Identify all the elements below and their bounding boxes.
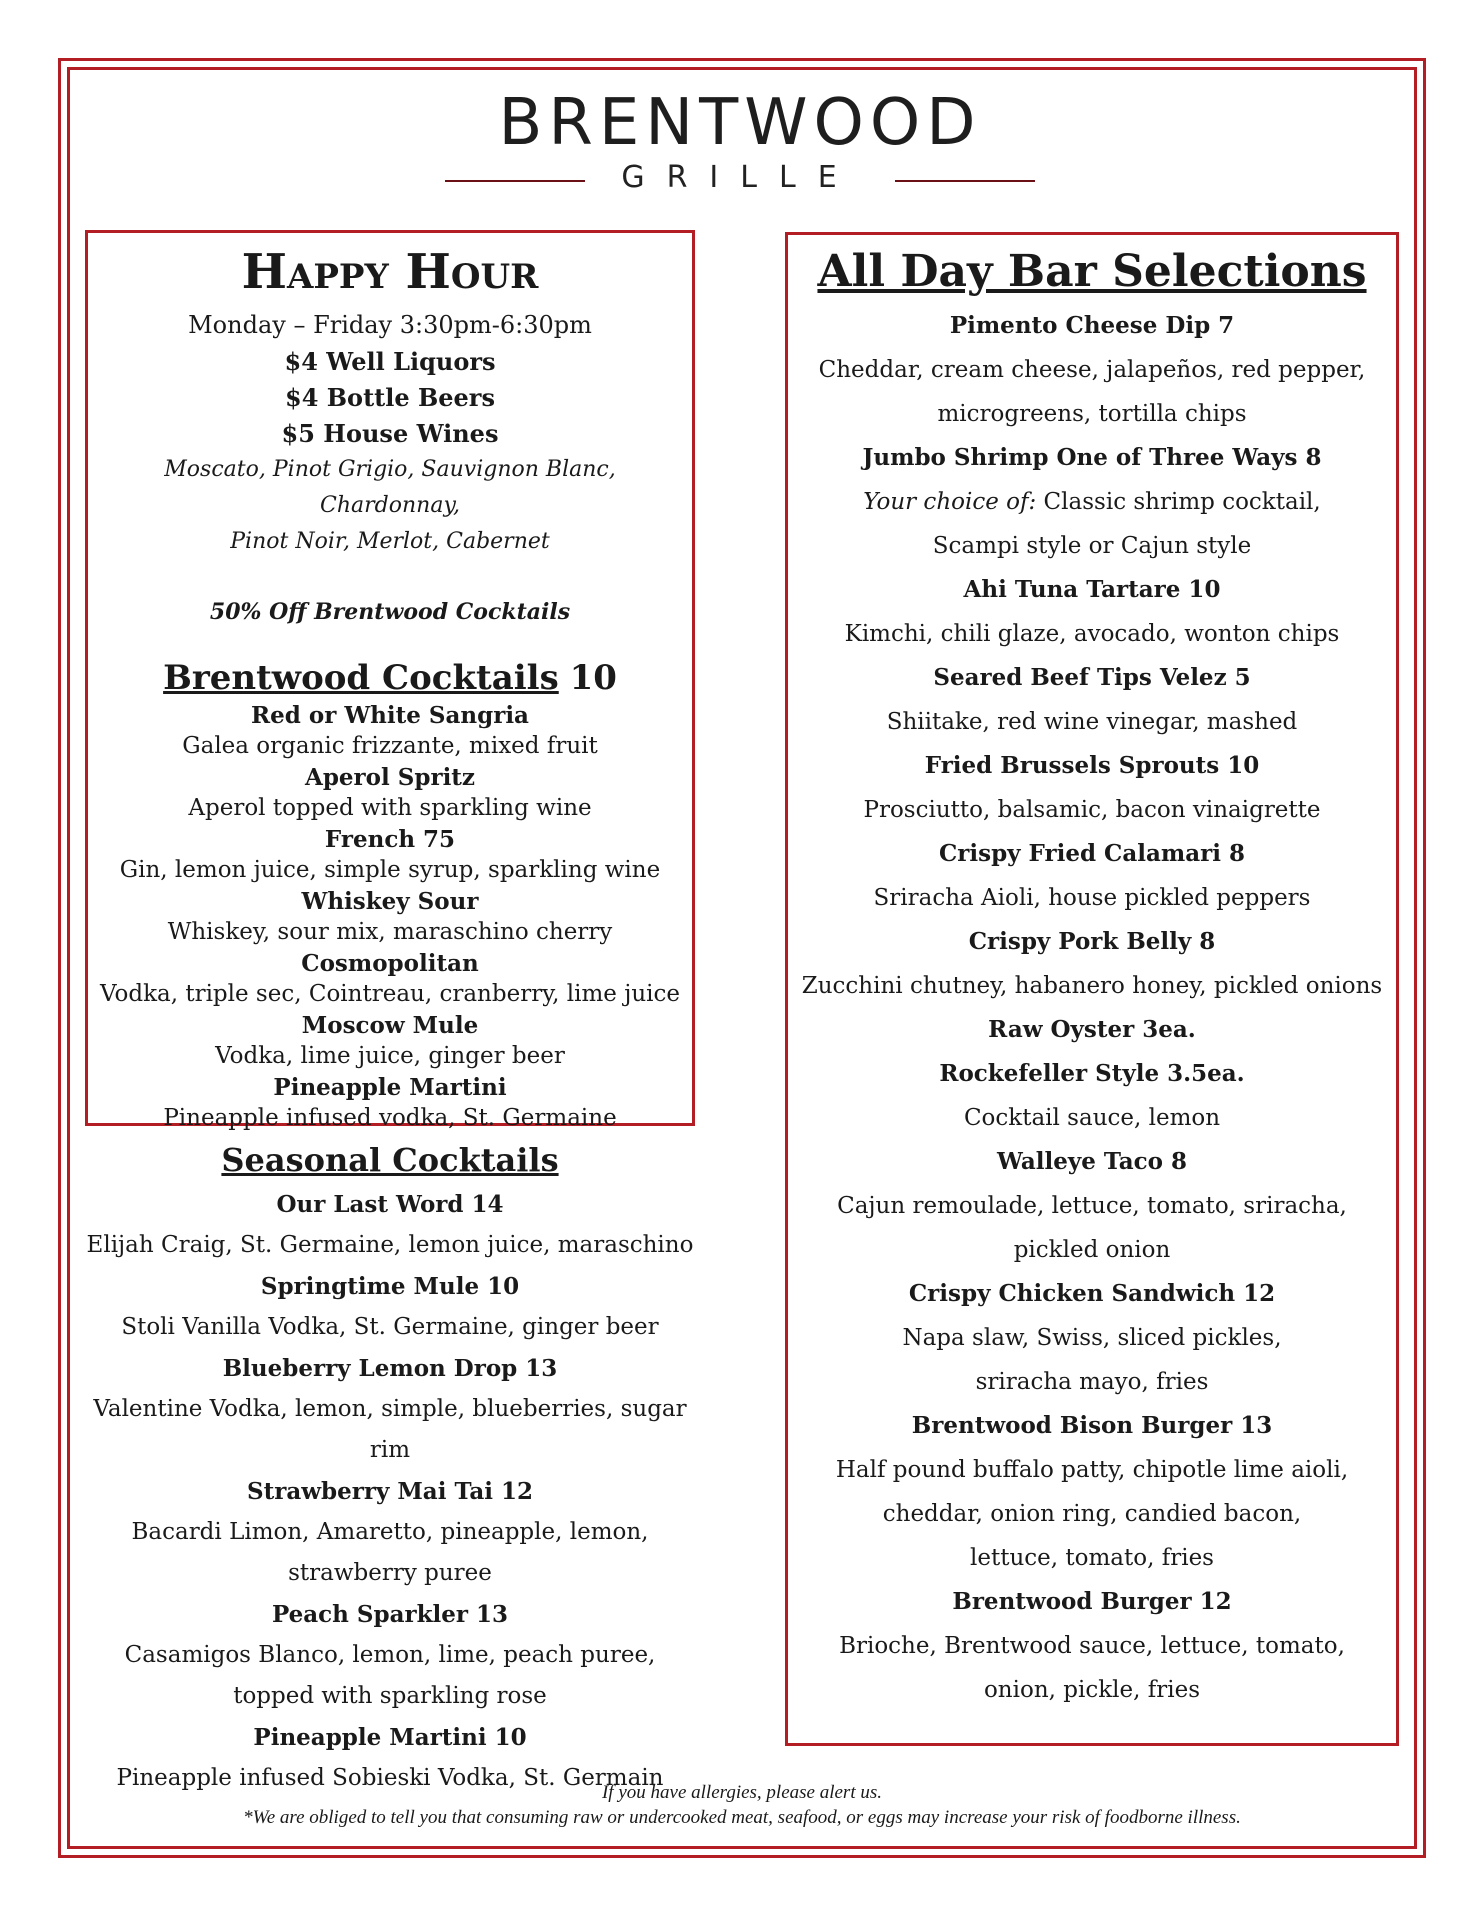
seasonal-item-name: Springtime Mule 10 bbox=[260, 1273, 520, 1300]
cocktail-desc: Vodka, triple sec, Cointreau, cranberry, lime juice bbox=[100, 981, 680, 1007]
choice-label: Your choice of: bbox=[863, 489, 1037, 515]
bar-item-desc: Kimchi, chili glaze, avocado, wonton chips bbox=[844, 621, 1340, 647]
seasonal-item-desc: Valentine Vodka, lemon, simple, blueberries, sugar rim bbox=[93, 1396, 687, 1463]
seasonal-item-desc: Elijah Craig, St. Germaine, lemon juice, maraschino bbox=[86, 1232, 694, 1258]
seasonal-item-desc: Stoli Vanilla Vodka, St. Germaine, ginger beer bbox=[121, 1314, 659, 1340]
bar-item-name: Crispy Fried Calamari 8 bbox=[938, 840, 1246, 867]
cocktail-desc: Galea organic frizzante, mixed fruit bbox=[182, 733, 598, 759]
logo-subtitle: GRILLE bbox=[621, 160, 859, 195]
seasonal-item-name: Our Last Word 14 bbox=[276, 1191, 504, 1218]
seasonal-item-name: Strawberry Mai Tai 12 bbox=[246, 1478, 534, 1505]
happy-hour-section bbox=[85, 240, 695, 1134]
bar-item-desc: Brioche, Brentwood sauce, lettuce, tomato, bbox=[839, 1633, 1345, 1659]
cocktail-name: French 75 bbox=[324, 826, 456, 853]
bar-item-desc: Napa slaw, Swiss, sliced pickles, bbox=[902, 1325, 1282, 1351]
all-day-heading: All Day Bar Selections bbox=[817, 246, 1367, 297]
cocktail-desc: Aperol topped with sparkling wine bbox=[188, 795, 592, 821]
brentwood-cocktails-heading bbox=[85, 656, 695, 700]
bar-item-name: Pimento Cheese Dip 7 bbox=[949, 312, 1235, 339]
bar-item-desc: microgreens, tortilla chips bbox=[937, 401, 1247, 427]
seasonal-cocktails-heading: Seasonal Cocktails bbox=[221, 1141, 559, 1179]
bar-item-desc: onion, pickle, fries bbox=[983, 1677, 1201, 1703]
bar-item-name: Jumbo Shrimp One of Three Ways 8 bbox=[862, 444, 1322, 471]
logo-rule-left bbox=[445, 180, 585, 182]
choice-text: Classic shrimp cocktail, bbox=[1036, 489, 1321, 515]
bar-item-name: Brentwood Burger 12 bbox=[952, 1588, 1232, 1615]
bar-item-desc: Shiitake, red wine vinegar, mashed bbox=[886, 709, 1298, 735]
bar-item-desc bbox=[785, 480, 1399, 524]
foodborne-disclaimer: *We are obliged to tell you that consuming raw or undercooked meat, seafood, or eggs may increase your risk of foodborne illness. bbox=[243, 1807, 1241, 1828]
seasonal-item-desc: strawberry puree bbox=[288, 1560, 492, 1586]
bar-item-name: Seared Beef Tips Velez 5 bbox=[933, 664, 1251, 691]
brentwood-grille-logo bbox=[440, 88, 1040, 198]
house-wines-list: Moscato, Pinot Grigio, Sauvignon Blanc, Chardonnay, bbox=[164, 457, 616, 518]
seasonal-item-name: Pineapple Martini 10 bbox=[253, 1724, 527, 1751]
bar-item-desc: sriracha mayo, fries bbox=[975, 1369, 1209, 1395]
seasonal-cocktails-section bbox=[85, 1136, 695, 1799]
bar-item-desc: lettuce, tomato, fries bbox=[970, 1545, 1214, 1571]
bar-item-name: Brentwood Bison Burger 13 bbox=[911, 1412, 1273, 1439]
bar-item-name: Raw Oyster 3ea. bbox=[988, 1016, 1196, 1043]
bar-item-name: Walleye Taco 8 bbox=[996, 1148, 1188, 1175]
bar-item-name: Fried Brussels Sprouts 10 bbox=[924, 752, 1260, 779]
allergy-footer bbox=[80, 1780, 1404, 1830]
cocktail-discount: 50% Off Brentwood Cocktails bbox=[209, 599, 571, 625]
logo-wordmark: BRENTWOOD bbox=[498, 86, 982, 160]
allergy-notice: If you have allergies, please alert us. bbox=[601, 1782, 882, 1803]
cocktail-name: Moscow Mule bbox=[301, 1012, 479, 1039]
bar-item-desc: Scampi style or Cajun style bbox=[932, 533, 1252, 559]
bar-item-desc: cheddar, onion ring, candied bacon, bbox=[882, 1501, 1302, 1527]
cocktail-desc: Pineapple infused vodka, St. Germaine bbox=[163, 1105, 617, 1131]
bar-item-desc: Cajun remoulade, lettuce, tomato, sriracha, bbox=[837, 1193, 1347, 1219]
seasonal-item-desc: Casamigos Blanco, lemon, lime, peach puree, bbox=[124, 1642, 656, 1668]
bar-item-desc: Half pound buffalo patty, chipotle lime aioli, bbox=[835, 1457, 1349, 1483]
brentwood-cocktails-price: 10 bbox=[569, 658, 617, 698]
cocktail-name: Red or White Sangria bbox=[251, 702, 529, 729]
cocktail-name: Aperol Spritz bbox=[305, 764, 475, 791]
cocktail-name: Pineapple Martini bbox=[273, 1074, 507, 1101]
all-day-section bbox=[785, 240, 1399, 1712]
house-wines-list: Pinot Noir, Merlot, Cabernet bbox=[230, 529, 550, 554]
bar-item-desc: pickled onion bbox=[1013, 1237, 1171, 1263]
cocktail-name: Whiskey Sour bbox=[301, 888, 479, 915]
seasonal-item-desc: Bacardi Limon, Amaretto, pineapple, lemon, bbox=[131, 1519, 649, 1545]
bar-item-desc: Zucchini chutney, habanero honey, pickled onions bbox=[801, 973, 1383, 999]
special-item: $4 Bottle Beers bbox=[285, 383, 495, 412]
bar-item-name: Ahi Tuna Tartare 10 bbox=[963, 576, 1221, 603]
logo-rule-right bbox=[895, 180, 1035, 182]
bar-item-desc: Cocktail sauce, lemon bbox=[963, 1105, 1221, 1131]
cocktail-desc: Gin, lemon juice, simple syrup, sparkling wine bbox=[119, 857, 661, 883]
bar-item-desc: Cheddar, cream cheese, jalapeños, red pepper, bbox=[818, 357, 1366, 383]
bar-item-name: Crispy Pork Belly 8 bbox=[968, 928, 1216, 955]
cocktail-desc: Vodka, lime juice, ginger beer bbox=[215, 1043, 565, 1069]
bar-item-desc: Prosciutto, balsamic, bacon vinaigrette bbox=[863, 797, 1321, 823]
happy-hour-days: Monday – Friday 3:30pm-6:30pm bbox=[188, 311, 592, 339]
special-item: $5 House Wines bbox=[281, 419, 499, 448]
happy-hour-title: Happy Hour bbox=[241, 244, 539, 300]
cocktail-desc: Whiskey, sour mix, maraschino cherry bbox=[167, 919, 613, 945]
seasonal-item-name: Blueberry Lemon Drop 13 bbox=[222, 1355, 558, 1382]
special-item: $4 Well Liquors bbox=[284, 347, 496, 376]
seasonal-item-name: Peach Sparkler 13 bbox=[271, 1601, 509, 1628]
brentwood-cocktails-label: Brentwood Cocktails bbox=[163, 658, 559, 698]
cocktail-name: Cosmopolitan bbox=[301, 950, 479, 977]
seasonal-item-desc: topped with sparkling rose bbox=[233, 1683, 547, 1709]
bar-item-name: Crispy Chicken Sandwich 12 bbox=[908, 1280, 1276, 1307]
bar-item-desc: Sriracha Aioli, house pickled peppers bbox=[873, 885, 1311, 911]
seasonal-item-desc: Pineapple infused Sobieski Vodka, St. Germain bbox=[116, 1765, 664, 1791]
bar-item-name: Rockefeller Style 3.5ea. bbox=[939, 1060, 1245, 1087]
